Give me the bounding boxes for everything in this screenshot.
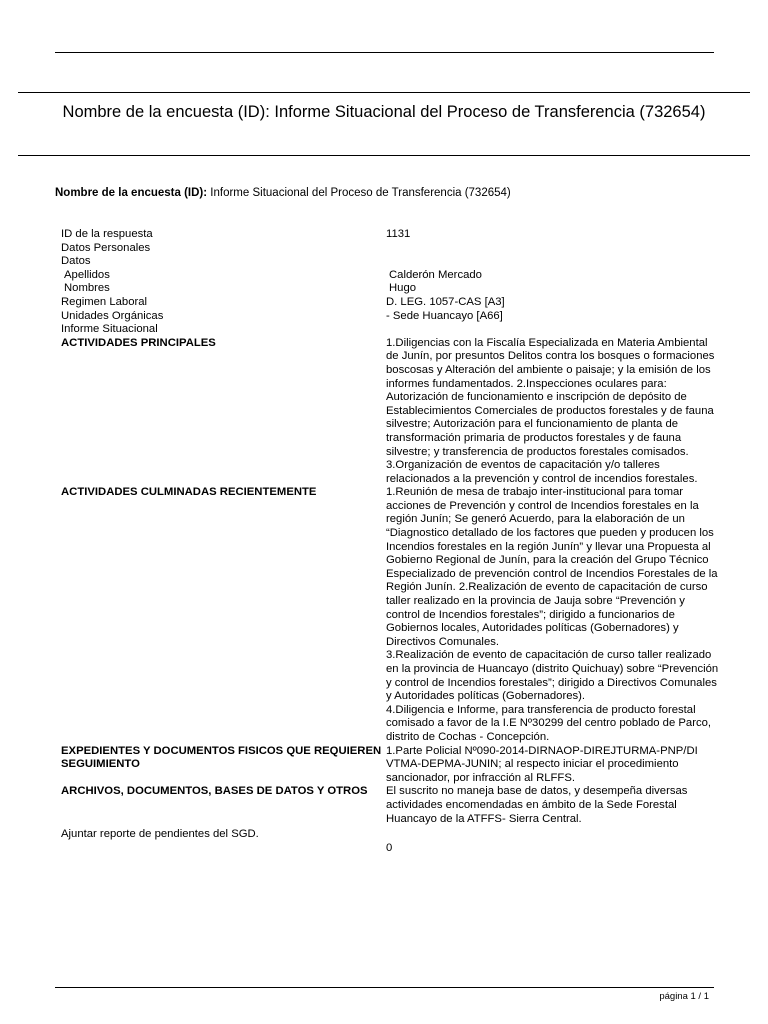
- field-row-informe: [61, 323, 721, 337]
- unidades-label: Unidades Orgánicas: [61, 309, 164, 322]
- field-row-data: [61, 255, 721, 269]
- field-row-nombres: [61, 282, 721, 296]
- actividades-culminadas-value: 1.Reunión de mesa de trabajo inter-institucional para tomar acciones de Prevención y control de Incendios forestales en la región Junín; Se generó Acuerdo, para la elaboración de un “Diagnostico detallado de los factores que pueden y producen los Incendios forestales en la región Junín” y llevar una Propuesta al Gobierno Regional de Junín, para la creación del Grupo Técnico Especializado de prevención control de Incendios Forestales de la Región Junín. 2.Realización de evento de capacitación de curso taller realizado en la provincia de Jauja sobre “Prevención y control de Incendios forestales”; dirigido a funcionarios de Gobiernos locales, Autoridades políticas (Gobernadores) y Directivos Comunales.: [386, 486, 718, 648]
- response-id-value: 1131: [386, 228, 411, 240]
- survey-name-line: [55, 186, 735, 201]
- response-id-label: ID de la respuesta: [61, 228, 153, 240]
- archivos-label: ARCHIVOS, DOCUMENTOS, BASES DE DATOS Y OTROS: [61, 785, 368, 798]
- unidades-value: - Sede Huancayo [A66]: [386, 309, 503, 322]
- top-rule: [55, 52, 714, 53]
- informe-heading: Informe Situacional: [61, 323, 158, 336]
- title-top-rule: [18, 92, 750, 93]
- nombres-value: Hugo: [389, 282, 417, 295]
- survey-name-label: Nombre de la encuesta (ID):: [55, 187, 208, 199]
- actividades-culminadas-values: [386, 486, 719, 744]
- field-row-regimen: [61, 296, 721, 310]
- actividades-culminadas-value-3: 4.Diligencia e Informe, para transferencia de producto forestal comisado a favor de la I.E Nº30299 del centro poblado de Parco, distrito de Cochas - Concepción.: [386, 703, 712, 743]
- expedientes-label: EXPEDIENTES Y DOCUMENTOS FISICOS QUE REQUIEREN SEGUIMIENTO: [61, 744, 382, 771]
- regimen-value: D. LEG. 1057-CAS [A3]: [386, 295, 505, 308]
- field-row-response-id: [61, 228, 721, 242]
- field-row-archivos: [61, 785, 721, 826]
- page-number: página 1 / 1: [659, 991, 709, 1002]
- title-bottom-rule: [18, 155, 750, 156]
- actividades-principales-label: ACTIVIDADES PRINCIPALES: [61, 336, 216, 349]
- nombres-label: Nombres: [64, 282, 110, 295]
- field-row-apellidos: [61, 269, 721, 283]
- regimen-label: Regimen Laboral: [61, 295, 148, 308]
- archivos-value: El suscrito no maneja base de datos, y desempeña diversas actividades encomendadas en ámbito de la Sede Forestal Huancayo de la ATFFS- Sierra Central.: [386, 785, 688, 825]
- footer-rule: [55, 987, 714, 988]
- data-heading: Datos: [61, 255, 91, 268]
- expedientes-value: 1.Parte Policial Nº090-2014-DIRNAOP-DIREJTURMA-PNP/DI VTMA-DEPMA-JUNIN; al respecto iniciar el procedimiento sancionador, por infracción al RLFFS.: [386, 744, 698, 784]
- actividades-principales-value: 1.Diligencias con la Fiscalía Especializada en Materia Ambiental de Junín, por presuntos Delitos contra los bosques o formaciones boscosas y Alteración del ambiente o paisaje; y la emisión de los informes fundamentados. 2.Inspecciones oculares para: Autorización de funcionamiento e inscripción de depósito de Establecimientos Comerciales de productos forestales y de fauna silvestre; Autorización para el funcionamiento de planta de transformación primaria de productos forestales y de fauna silvestre; y transferencia de productos forestales comisados. 3.Organización de eventos de capacitación y/o talleres relacionados a la prevención y control de incendios forestales.: [386, 336, 715, 485]
- apellidos-value: Calderón Mercado: [389, 268, 482, 281]
- actividades-culminadas-label: ACTIVIDADES CULMINADAS RECIENTEMENTE: [61, 486, 317, 499]
- actividades-culminadas-value-2: 3.Realización de evento de capacitación de curso taller realizado en la provincia de Huancayo (distrito Quichuay) sobre “Prevención y control de Incendios forestales”; dirigido a Directivos Comunales y Autoridades políticas (Gobernadores).: [386, 649, 719, 703]
- field-row-actividades-principales: [61, 337, 721, 487]
- field-row-personal-data: [61, 242, 721, 256]
- apellidos-label: Apellidos: [64, 268, 110, 281]
- field-row-ajuntar: [61, 828, 721, 856]
- page-title: Nombre de la encuesta (ID): Informe Situacional del Proceso de Transferencia (732654): [62, 103, 706, 121]
- field-row-unidades: [61, 310, 721, 324]
- field-row-actividades-culminadas: [61, 486, 721, 744]
- personal-data-heading: Datos Personales: [61, 241, 151, 254]
- ajuntar-value: 0: [386, 842, 393, 855]
- field-row-expedientes: [61, 745, 721, 786]
- response-fields: [61, 228, 721, 856]
- ajuntar-label: Ajuntar reporte de pendientes del SGD.: [61, 828, 259, 841]
- survey-name-value: Informe Situacional del Proceso de Transferencia (732654): [210, 187, 511, 199]
